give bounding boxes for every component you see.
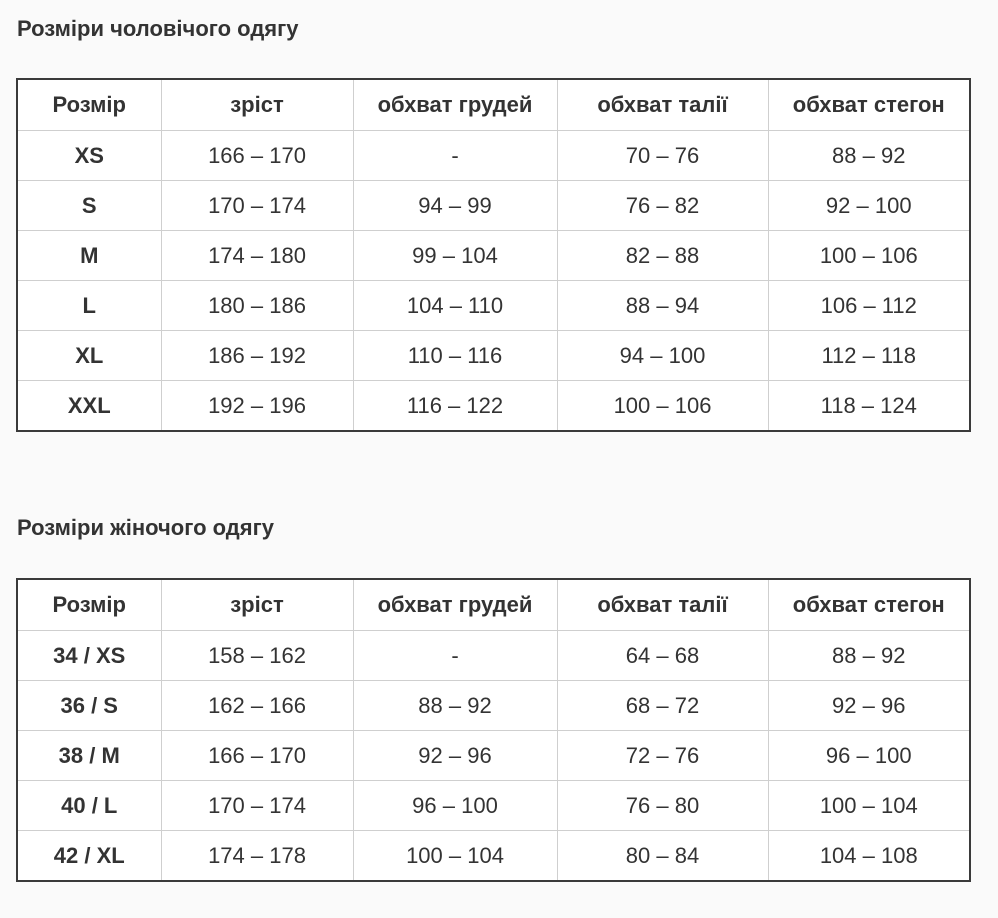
- hips-cell: 88 – 92: [768, 631, 970, 681]
- height-cell: 166 – 170: [161, 131, 353, 181]
- table-row: [17, 331, 970, 381]
- women-size-table: [16, 578, 971, 882]
- table-row: [17, 831, 970, 882]
- height-cell: 186 – 192: [161, 331, 353, 381]
- chest-cell: -: [353, 131, 557, 181]
- men-size-table: [16, 78, 971, 432]
- waist-cell: 76 – 82: [557, 181, 768, 231]
- height-cell: 174 – 178: [161, 831, 353, 882]
- size-cell: 40 / L: [17, 781, 161, 831]
- size-cell: XXL: [17, 381, 161, 432]
- waist-cell: 94 – 100: [557, 331, 768, 381]
- header-hips: обхват стегон: [768, 579, 970, 631]
- chest-cell: 110 – 116: [353, 331, 557, 381]
- height-cell: 166 – 170: [161, 731, 353, 781]
- table-row: [17, 231, 970, 281]
- header-size: Розмір: [17, 579, 161, 631]
- header-height: зріст: [161, 79, 353, 131]
- table-row: [17, 631, 970, 681]
- waist-cell: 76 – 80: [557, 781, 768, 831]
- waist-cell: 100 – 106: [557, 381, 768, 432]
- hips-cell: 100 – 104: [768, 781, 970, 831]
- header-chest: обхват грудей: [353, 579, 557, 631]
- height-cell: 158 – 162: [161, 631, 353, 681]
- header-height: зріст: [161, 579, 353, 631]
- chest-cell: 116 – 122: [353, 381, 557, 432]
- men-section-title: Розміри чоловічого одягу: [17, 16, 299, 41]
- waist-cell: 68 – 72: [557, 681, 768, 731]
- size-cell: 38 / M: [17, 731, 161, 781]
- hips-cell: 96 – 100: [768, 731, 970, 781]
- hips-cell: 112 – 118: [768, 331, 970, 381]
- hips-cell: 88 – 92: [768, 131, 970, 181]
- table-row: [17, 281, 970, 331]
- size-cell: S: [17, 181, 161, 231]
- height-cell: 162 – 166: [161, 681, 353, 731]
- chest-cell: 99 – 104: [353, 231, 557, 281]
- table-row: [17, 681, 970, 731]
- chest-cell: 88 – 92: [353, 681, 557, 731]
- women-section-title: Розміри жіночого одягу: [17, 515, 274, 540]
- size-cell: XS: [17, 131, 161, 181]
- size-cell: M: [17, 231, 161, 281]
- chest-cell: -: [353, 631, 557, 681]
- table-row: [17, 181, 970, 231]
- height-cell: 170 – 174: [161, 781, 353, 831]
- hips-cell: 92 – 100: [768, 181, 970, 231]
- chest-cell: 92 – 96: [353, 731, 557, 781]
- size-cell: XL: [17, 331, 161, 381]
- header-waist: обхват талії: [557, 579, 768, 631]
- chest-cell: 96 – 100: [353, 781, 557, 831]
- height-cell: 170 – 174: [161, 181, 353, 231]
- waist-cell: 70 – 76: [557, 131, 768, 181]
- height-cell: 180 – 186: [161, 281, 353, 331]
- header-chest: обхват грудей: [353, 79, 557, 131]
- header-waist: обхват талії: [557, 79, 768, 131]
- size-cell: 36 / S: [17, 681, 161, 731]
- table-row: [17, 781, 970, 831]
- waist-cell: 64 – 68: [557, 631, 768, 681]
- hips-cell: 92 – 96: [768, 681, 970, 731]
- table-row: [17, 131, 970, 181]
- waist-cell: 82 – 88: [557, 231, 768, 281]
- header-size: Розмір: [17, 79, 161, 131]
- header-hips: обхват стегон: [768, 79, 970, 131]
- hips-cell: 100 – 106: [768, 231, 970, 281]
- size-cell: 34 / XS: [17, 631, 161, 681]
- hips-cell: 106 – 112: [768, 281, 970, 331]
- table-header-row: [17, 579, 970, 631]
- height-cell: 192 – 196: [161, 381, 353, 432]
- waist-cell: 80 – 84: [557, 831, 768, 882]
- hips-cell: 104 – 108: [768, 831, 970, 882]
- chest-cell: 104 – 110: [353, 281, 557, 331]
- chest-cell: 100 – 104: [353, 831, 557, 882]
- hips-cell: 118 – 124: [768, 381, 970, 432]
- table-header-row: [17, 79, 970, 131]
- height-cell: 174 – 180: [161, 231, 353, 281]
- size-cell: L: [17, 281, 161, 331]
- table-row: [17, 381, 970, 432]
- table-row: [17, 731, 970, 781]
- waist-cell: 88 – 94: [557, 281, 768, 331]
- chest-cell: 94 – 99: [353, 181, 557, 231]
- waist-cell: 72 – 76: [557, 731, 768, 781]
- size-cell: 42 / XL: [17, 831, 161, 882]
